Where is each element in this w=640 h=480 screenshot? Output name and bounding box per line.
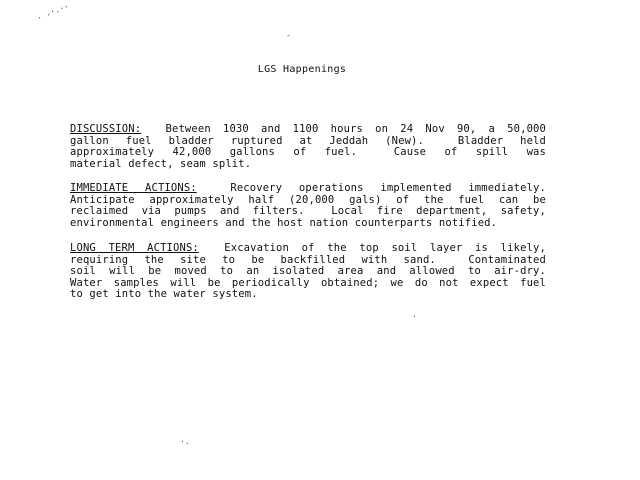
section-line: approximately 42,000 gallons of fuel. Cause of spill was (70, 146, 546, 159)
scan-mark: ·. (180, 437, 190, 446)
section-line: Recovery operations implemented immediately. (230, 182, 546, 194)
document-title: LGS Happenings (257, 64, 347, 75)
section-line: Excavation of the top soil layer is likely, (224, 242, 546, 254)
section-line: material defect, seam split. (70, 157, 252, 170)
scan-mark: . (412, 310, 417, 319)
section-line: to get into the water system. (70, 288, 258, 301)
scan-mark: . .·.·· (35, 2, 71, 22)
section-line: gallon fuel bladder ruptured at Jeddah (New). Bladder held (70, 134, 546, 147)
section-line: environmental engineers and the host nation counterparts notified. (70, 216, 498, 229)
section-line: Between 1030 and 1100 hours on 24 Nov 90, a 50,000 (165, 123, 546, 135)
long-term-actions-section (70, 243, 546, 301)
scan-mark: - (286, 31, 291, 40)
section-line: reclaimed via pumps and filters. Local fire department, safety, (70, 205, 546, 218)
section-line: requiring the site to be backfilled with sand. Contaminated (70, 253, 546, 266)
section-line: Water samples will be periodically obtained; we do not expect fuel (70, 276, 546, 289)
section-heading: IMMEDIATE ACTIONS: (70, 182, 197, 194)
section-line: soil will be moved to an isolated area and allowed to air-dry. (70, 265, 546, 278)
section-heading: LONG TERM ACTIONS: (70, 242, 199, 254)
section-line: Anticipate approximately half (20,000 gals) of the fuel can be (70, 193, 546, 206)
immediate-actions-section (70, 183, 546, 229)
discussion-section (70, 124, 546, 170)
section-heading: DISCUSSION: (70, 123, 142, 135)
